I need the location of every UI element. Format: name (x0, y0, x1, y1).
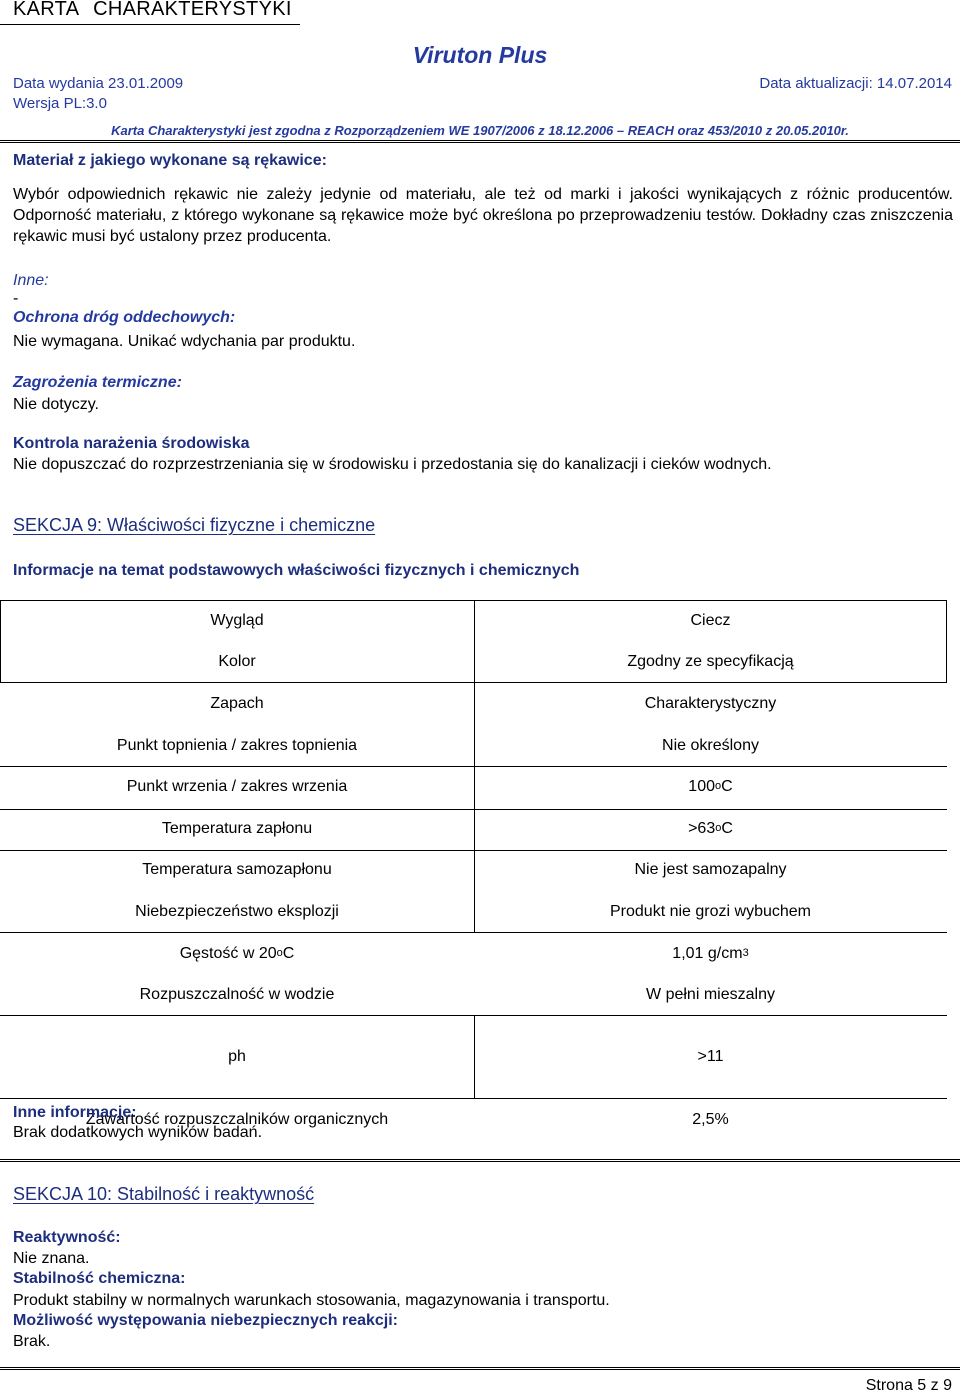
table-divider-v (474, 766, 475, 809)
other-label: Inne: (13, 272, 49, 289)
section-divider (0, 1159, 960, 1162)
property-value: Nie określony (662, 736, 759, 754)
property-name: Temperatura zapłonu (161, 819, 313, 837)
property-name: Rozpuszczalność w wodzie (139, 986, 335, 1004)
page-number: Strona 5 z 9 (865, 1377, 952, 1394)
property-value: W pełni mieszalny (646, 986, 775, 1004)
property-name: Zapach (210, 694, 264, 712)
section9-title: SEKCJA 9: Właściwości fizyczne i chemiczne (13, 515, 376, 535)
table-divider-h (0, 1098, 947, 1099)
table-divider-v (474, 809, 475, 850)
issue-date: Data wydania 23.01.2009 (13, 75, 184, 92)
gloves-heading: Materiał z jakiego wykonane są rękawice: (13, 152, 327, 169)
properties-table (0, 600, 947, 1141)
value-unit: C (721, 778, 733, 796)
property-value: 1,01 g/cm $^3$ (672, 944, 749, 962)
hazardous-reactions-heading: Możliwość występowania niebezpiecznych reakcji: (13, 1312, 399, 1329)
name-text: Gęstość w 20 (179, 944, 277, 962)
value-number: >63 (688, 819, 716, 837)
environment-text: Nie dopuszczać do rozprzestrzeniania się w środowisku i przedostania się do kanalizacji i cieków wodnych. (13, 456, 772, 473)
document-title: KARTA CHARAKTERYSTYKI (13, 0, 292, 20)
table-divider-h (0, 932, 947, 933)
thermal-heading: Zagrożenia termiczne: (13, 374, 182, 391)
property-name: Punkt wrzenia / zakres wrzenia (126, 778, 348, 796)
hazardous-reactions-text: Brak. (13, 1333, 51, 1350)
reactivity-heading: Reaktywność: (13, 1229, 121, 1246)
respiratory-heading: Ochrona dróg oddechowych: (13, 309, 236, 326)
property-value: Produkt nie grozi wybuchem (610, 902, 811, 920)
update-date: Data aktualizacji: 14.07.2014 (759, 75, 952, 92)
property-value: Ciecz (690, 611, 731, 629)
property-name: Punkt topnienia / zakres topnienia (116, 736, 358, 754)
property-value: 2,5% (692, 1110, 729, 1128)
value-number: 100 (688, 778, 715, 796)
gloves-text: Wybór odpowiednich rękawic nie zależy jedynie od materiału, ale też od marki i jakości wynikających z różnic producentów. Odporność materiału, z którego wykonane są rękawice może być określona po przeprowadzeniu testów. Dokładny czas zniszczenia rękawic musi być ustalony przez producenta. (13, 186, 953, 245)
property-value: 100 $^o$ C (688, 778, 733, 796)
footer-divider (0, 1367, 960, 1370)
section10-title: SEKCJA 10: Stabilność i reaktywność (13, 1184, 315, 1204)
property-name: ph (228, 1048, 246, 1066)
stability-text: Produkt stabilny w normalnych warunkach stosowania, magazynowania i transportu. (13, 1292, 610, 1309)
other-value: - (13, 290, 19, 307)
other-info-text: Brak dodatkowych wyników badań. (13, 1124, 263, 1141)
product-name: Viruton Plus (412, 42, 548, 68)
title-underline (0, 24, 300, 25)
version: Wersja PL:3.0 (13, 95, 107, 112)
property-name: Niebezpieczeństwo eksplozji (135, 902, 339, 920)
property-name: Wygląd (210, 611, 264, 629)
property-value: Nie jest samozapalny (634, 861, 787, 879)
stability-heading: Stabilność chemiczna: (13, 1270, 186, 1287)
respiratory-text: Nie wymagana. Unikać wdychania par produktu. (13, 333, 356, 350)
property-value: Charakterystyczny (644, 694, 777, 712)
property-name: Temperatura samozapłonu (142, 861, 332, 879)
value-unit: C (721, 819, 733, 837)
property-name: Zawartość rozpuszczalników organicznych (85, 1110, 389, 1128)
compliance-note: Karta Charakterystyki jest zgodna z Rozporządzeniem WE 1907/2006 z 18.12.2006 – REACH oraz 453/2010 z 20.05.2010r. (111, 123, 849, 138)
table-divider-v (474, 850, 475, 932)
value-number: 1,01 g/cm (672, 944, 743, 962)
section9-subtitle: Informacje na temat podstawowych właściwości fizycznych i chemicznych (13, 562, 580, 579)
property-value: Zgodny ze specyfikacją (627, 653, 794, 671)
property-name: Kolor (218, 653, 256, 671)
property-value: >11 (697, 1048, 724, 1066)
table-divider-h (0, 766, 947, 767)
other-info-heading: Inne informacje: (13, 1104, 137, 1121)
environment-heading: Kontrola narażenia środowiska (13, 435, 250, 452)
name-unit: C (282, 944, 295, 962)
property-name: Gęstość w 20 $^o$ C (179, 944, 295, 962)
table-divider-v (474, 600, 475, 766)
thermal-text: Nie dotyczy. (13, 396, 99, 413)
header-divider (0, 140, 960, 143)
reactivity-text: Nie znana. (13, 1250, 90, 1267)
property-value: >63 $^o$ C (688, 819, 733, 837)
table-divider-v (474, 1015, 475, 1098)
